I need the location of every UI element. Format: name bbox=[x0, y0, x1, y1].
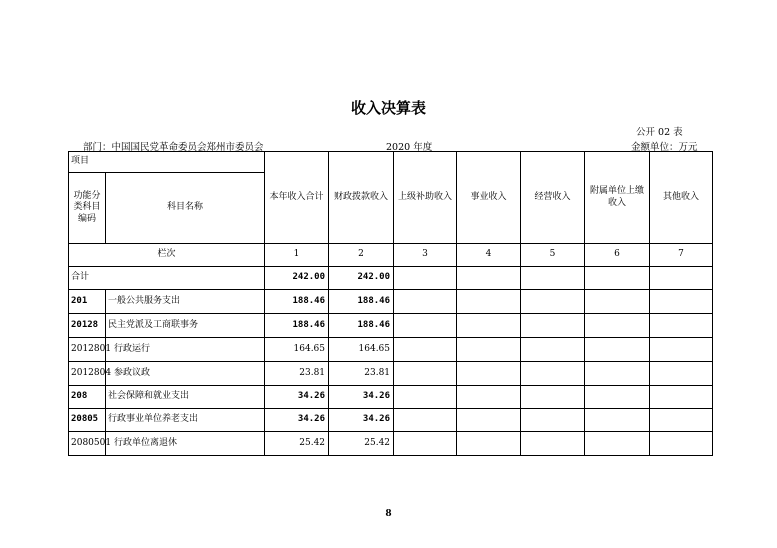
department-label: 部门：中国国民党革命委员会郑州市委员会 bbox=[83, 142, 264, 153]
row-total: 25.42 bbox=[265, 432, 329, 456]
row-fiscal: 34.26 bbox=[329, 409, 394, 432]
col-number-1: 1 bbox=[265, 244, 329, 267]
header-col-affiliate: 附属单位上缴收入 bbox=[585, 152, 650, 244]
row-code: 208 bbox=[69, 386, 106, 409]
row-code: 合计 bbox=[69, 267, 265, 290]
row-total: 164.65 bbox=[265, 338, 329, 362]
row-name: 民主党派及工商联事务 bbox=[106, 314, 265, 338]
page-number: 8 bbox=[385, 509, 392, 519]
row-name: 社会保障和就业支出 bbox=[106, 386, 265, 409]
row-total: 34.26 bbox=[265, 409, 329, 432]
row-code: 20805 bbox=[69, 409, 106, 432]
row-fiscal: 34.26 bbox=[329, 386, 394, 409]
row-label: 栏次 bbox=[69, 244, 265, 267]
row-total: 242.00 bbox=[265, 267, 329, 290]
col-number-6: 6 bbox=[585, 244, 650, 267]
row-name: 行政单位离退休 bbox=[106, 432, 265, 456]
row-name: 行政运行 bbox=[106, 338, 265, 362]
header-col-total: 本年收入合计 bbox=[265, 152, 329, 244]
row-code: 2012801 bbox=[69, 338, 106, 362]
header-col-fiscal: 财政拨款收入 bbox=[329, 152, 394, 244]
row-total: 34.26 bbox=[265, 386, 329, 409]
row-code: 20128 bbox=[69, 314, 106, 338]
table-row bbox=[69, 338, 713, 362]
row-fiscal: 188.46 bbox=[329, 314, 394, 338]
column-number-row bbox=[69, 244, 713, 267]
row-fiscal: 242.00 bbox=[329, 267, 394, 290]
row-code: 2080501 bbox=[69, 432, 106, 456]
col-number-2: 2 bbox=[329, 244, 394, 267]
table-row bbox=[69, 290, 713, 314]
row-fiscal: 25.42 bbox=[329, 432, 394, 456]
form-number: 公开 02 表 bbox=[636, 127, 683, 138]
header-col-superior: 上级补助收入 bbox=[394, 152, 457, 244]
table-row bbox=[69, 362, 713, 386]
col-number-7: 7 bbox=[650, 244, 713, 267]
row-total: 188.46 bbox=[265, 290, 329, 314]
row-fiscal: 164.65 bbox=[329, 338, 394, 362]
row-name: 参政议政 bbox=[106, 362, 265, 386]
fiscal-year: 2020 年度 bbox=[386, 142, 433, 153]
row-name: 行政事业单位养老支出 bbox=[106, 409, 265, 432]
table-row bbox=[69, 386, 713, 409]
row-total: 188.46 bbox=[265, 314, 329, 338]
row-code: 201 bbox=[69, 290, 106, 314]
table-row bbox=[69, 314, 713, 338]
col-number-3: 3 bbox=[394, 244, 457, 267]
row-name: 一般公共服务支出 bbox=[106, 290, 265, 314]
header-func-code: 功能分类科目编码 bbox=[69, 173, 106, 244]
page-title: 收入决算表 bbox=[350, 99, 426, 117]
row-fiscal: 188.46 bbox=[329, 290, 394, 314]
row-total: 23.81 bbox=[265, 362, 329, 386]
header-item: 项目 bbox=[69, 152, 265, 173]
header-col-business: 事业收入 bbox=[457, 152, 521, 244]
table-row bbox=[69, 432, 713, 456]
income-report-table bbox=[68, 151, 713, 456]
col-number-5: 5 bbox=[521, 244, 585, 267]
header-col-operating: 经营收入 bbox=[521, 152, 585, 244]
row-fiscal: 23.81 bbox=[329, 362, 394, 386]
table-row-total bbox=[69, 267, 713, 290]
table-row bbox=[69, 409, 713, 432]
header-col-other: 其他收入 bbox=[650, 152, 713, 244]
header-subject-name: 科目名称 bbox=[106, 173, 265, 244]
amount-unit: 金额单位：万元 bbox=[631, 142, 698, 153]
row-code: 2012804 bbox=[69, 362, 106, 386]
header-row-item bbox=[69, 152, 713, 173]
col-number-4: 4 bbox=[457, 244, 521, 267]
